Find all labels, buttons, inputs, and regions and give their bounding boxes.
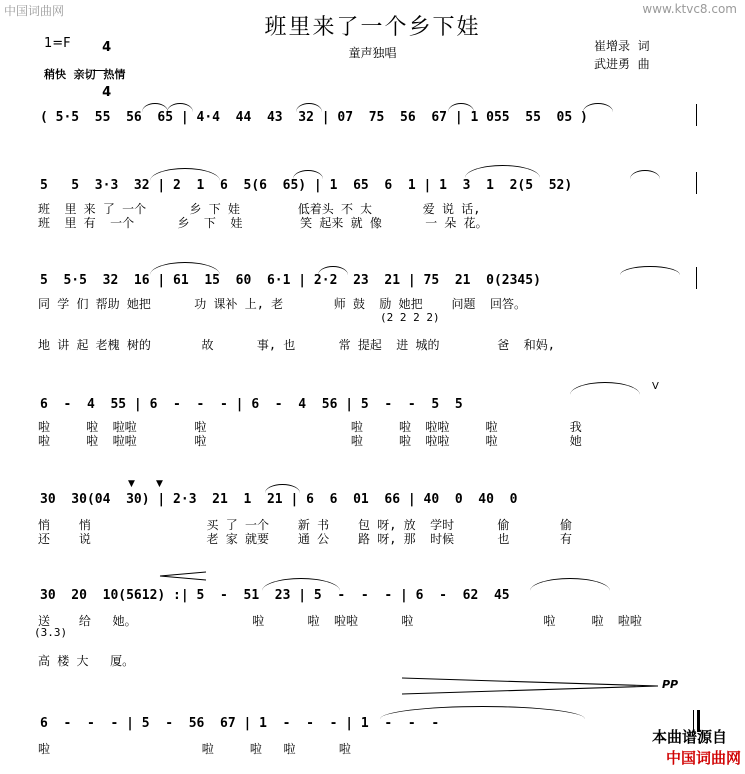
lyric-verse-2: 高 楼 大 厦。	[38, 654, 135, 668]
slur	[262, 578, 340, 591]
slur	[293, 170, 323, 179]
alternate-notes: (2 2 2 2)	[380, 311, 440, 324]
time-signature-bottom: 4	[102, 85, 112, 100]
lyric-verse-2: 地 讲 起 老槐 树的 故 事, 也 常 提起 进 城的 爸 和妈,	[38, 338, 555, 352]
lyric-verse-1: 啦 啦 啦 啦 啦	[38, 742, 351, 756]
slur	[150, 262, 220, 275]
notation-line: ( 5·5 55 56 65 | 4·4 44 43 32 | 07 75 56 67 | 1 055 55 05 )	[40, 110, 588, 125]
staccato-mark: ▼	[156, 479, 163, 489]
slur	[142, 103, 168, 112]
notation-line: 6 - 4 55 | 6 - - - | 6 - 4 56 | 5 - - 5 5	[40, 397, 463, 412]
source-footer	[642, 708, 741, 768]
lyric-verse-1: 悄 悄 买 了 一个 新 书 包 呀, 放 学时 偷 偷	[38, 518, 573, 532]
tempo-marking: 稍快 亲切 热情	[44, 68, 126, 81]
crescendo-hairpin	[158, 570, 208, 582]
time-signature	[93, 27, 111, 100]
watermark-url: www.ktvc8.com	[642, 2, 737, 16]
watermark-site-name: 中国词曲网	[4, 4, 65, 18]
slur	[570, 382, 640, 395]
slur	[530, 578, 610, 591]
staccato-mark: ▼	[128, 479, 135, 489]
time-signature-top: 4	[102, 40, 112, 55]
slur	[620, 266, 680, 275]
slur	[465, 165, 540, 178]
breath-mark: V	[652, 381, 659, 392]
composer-credit: 武进勇 曲	[594, 57, 650, 71]
notation-line: 5 5 3·3 32 | 2 1 6 5(6 65) | 1 65 6 1 | 1 3 1 2(5 52)	[40, 178, 573, 193]
slur	[296, 103, 322, 112]
lyric-verse-1: 啦 啦 啦啦 啦 啦 啦 啦啦 啦 我	[38, 420, 582, 434]
notation-line: 30 20 10(5612) :| 5 - 51 23 | 5 - - - | 6 - 62 45	[40, 588, 510, 603]
slur	[583, 103, 613, 112]
notation-line: 6 - - - | 5 - 56 67 | 1 - - - | 1 - - -	[40, 716, 440, 731]
slur	[318, 266, 348, 275]
pianissimo-marking: PP	[662, 678, 679, 691]
barline	[696, 172, 697, 194]
slur	[150, 168, 220, 181]
lyricist-credit: 崔增录 词	[594, 39, 650, 53]
lyric-verse-1: 同 学 们 帮助 她把 功 课补 上, 老 师 鼓 励 她把 问题 回答。	[38, 297, 526, 311]
lyric-verse-1: 送 给 她。 啦 啦 啦啦 啦 啦 啦 啦啦	[38, 614, 642, 628]
final-barline	[696, 104, 697, 126]
decrescendo-hairpin	[400, 676, 660, 696]
lyric-verse-2: 啦 啦 啦啦 啦 啦 啦 啦啦 啦 她	[38, 434, 582, 448]
lyric-verse-1: 班 里 来 了 一个 乡 下 娃 低着头 不 太 爱 说 话,	[38, 202, 481, 216]
slur	[167, 103, 193, 112]
song-title: 班里来了一个乡下娃	[264, 15, 481, 40]
notation-line: 30 30(04 30) | 2·3 21 1 21 | 6 6 01 66 | 40 0 40 0	[40, 492, 518, 507]
slur	[265, 484, 300, 493]
lyric-verse-2: 班 里 有 一个 乡 下 娃 笑 起来 就 像 一 朵 花。	[38, 216, 488, 230]
slur	[630, 170, 660, 179]
key-signature: 1=F	[44, 36, 71, 51]
lyric-verse-2: 还 说 老 家 就要 通 公 路 呀, 那 时候 也 有	[38, 532, 573, 546]
barline	[696, 267, 697, 289]
source-label: 本曲谱源自	[651, 728, 727, 746]
slur	[448, 103, 474, 112]
source-site: 中国词曲网	[665, 749, 741, 767]
alternate-notes: (3.3)	[34, 626, 68, 639]
song-subtitle: 童声独唱	[348, 46, 397, 60]
notation-line: 5 5·5 32 16 | 61 15 60 6·1 | 2·2 23 21 | 75 21 0(2345)	[40, 273, 541, 288]
